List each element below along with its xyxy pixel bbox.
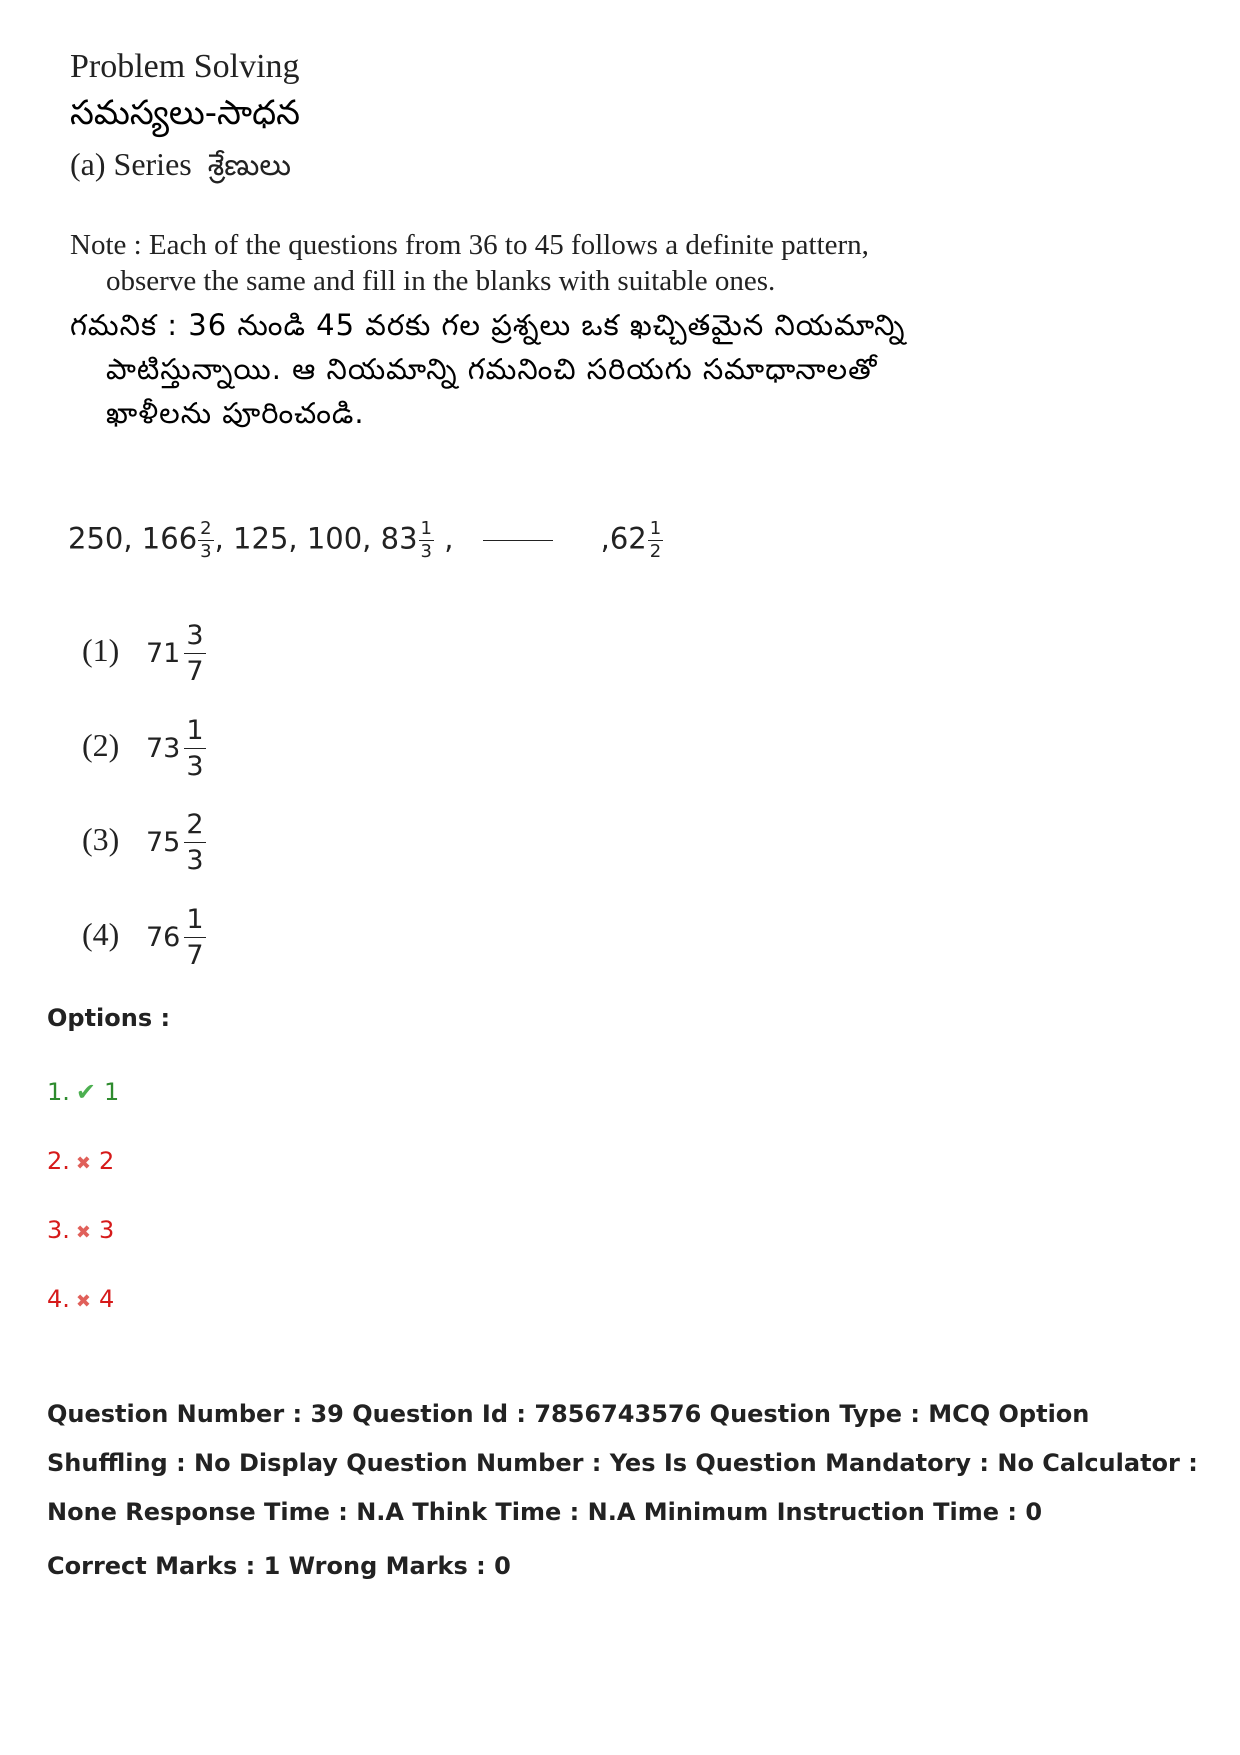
numerator: 2 [184, 811, 205, 843]
question-metadata: Question Number : 39 Question Id : 7856743576 Question Type : MCQ Option Shuffling : No Display Question Number : Yes Is Question Mandatory : No Calculator : None Response Time : N.A Think Time : N.A Minimum Instruction Time : 0 [47, 1400, 1198, 1526]
check-icon: ✔ [75, 1078, 97, 1106]
numerator: 3 [184, 622, 205, 654]
series-term: , 125, 100, 83 [214, 521, 418, 556]
blank-line [483, 540, 553, 541]
option-2 [47, 1147, 114, 1175]
option-value: 4 [99, 1285, 115, 1313]
denominator: 2 [649, 541, 662, 562]
choice-label: (1) [82, 631, 120, 668]
choice-whole: 76 [146, 922, 181, 953]
option-value: 2 [99, 1147, 115, 1175]
cross-icon: ✖ [75, 1153, 91, 1174]
subsection-heading [70, 139, 970, 191]
denominator: 3 [200, 541, 212, 562]
option-value: 3 [99, 1216, 115, 1244]
question-image [70, 45, 970, 435]
denominator: 7 [186, 656, 204, 687]
choice-1 [82, 622, 206, 685]
numerator: 1 [649, 518, 662, 539]
numerator: 2 [200, 518, 212, 539]
fraction [419, 520, 434, 561]
subheading-en: (a) Series [70, 146, 192, 182]
cross-icon: ✖ [75, 1222, 91, 1243]
option-number: 1. [47, 1078, 70, 1106]
note-telugu: గమనిక : 36 నుండి 45 వరకు గల ప్రశ్నలు ఒక ఖచ్చితమైన నియమాన్ని పాటిస్తున్నాయి. ఆ నియమాన్ని గమనించి సరియగు సమాధానాలతో ఖాళీలను పూరించండి. [70, 308, 906, 430]
fraction [184, 906, 205, 969]
denominator: 3 [186, 751, 204, 782]
section-heading-en: Problem Solving [70, 48, 300, 85]
choice-3 [82, 811, 206, 874]
option-4 [47, 1285, 114, 1313]
series-separator: , [434, 521, 454, 556]
fraction [184, 717, 205, 780]
fraction [198, 520, 213, 561]
option-number: 2. [47, 1147, 70, 1175]
option-1 [47, 1078, 119, 1106]
option-number: 3. [47, 1216, 70, 1244]
choice-label: (4) [82, 915, 120, 952]
subheading-te: శ్రేణులు [207, 148, 292, 183]
numerator: 1 [184, 906, 205, 938]
options-heading: Options : [47, 1004, 171, 1032]
series-term: ,62 [600, 521, 647, 556]
numerator: 1 [420, 518, 432, 539]
denominator: 3 [420, 541, 432, 562]
denominator: 3 [186, 845, 204, 876]
choice-4 [82, 906, 206, 969]
option-value: 1 [104, 1078, 120, 1106]
cross-icon: ✖ [75, 1291, 91, 1312]
option-number: 4. [47, 1285, 70, 1313]
choice-label: (2) [82, 726, 120, 763]
choice-whole: 73 [146, 733, 181, 764]
fraction [648, 520, 663, 561]
number-series [68, 520, 664, 561]
marks-info: Correct Marks : 1 Wrong Marks : 0 [47, 1552, 511, 1580]
fraction [184, 622, 205, 685]
series-term: 166 [141, 521, 198, 556]
series-term: 250, [68, 521, 133, 556]
fraction [184, 811, 205, 874]
choice-whole: 75 [146, 827, 181, 858]
numerator: 1 [184, 717, 205, 749]
note-english: Note : Each of the questions from 36 to 45 follows a definite pattern, observe the same and fill in the blanks with suitable ones. [70, 229, 869, 297]
option-3 [47, 1216, 114, 1244]
choice-whole: 71 [146, 638, 181, 669]
choice-2 [82, 717, 206, 780]
section-heading-te: సమస్యలు-సాధన [70, 93, 300, 133]
choice-label: (3) [82, 820, 120, 857]
denominator: 7 [186, 940, 204, 971]
